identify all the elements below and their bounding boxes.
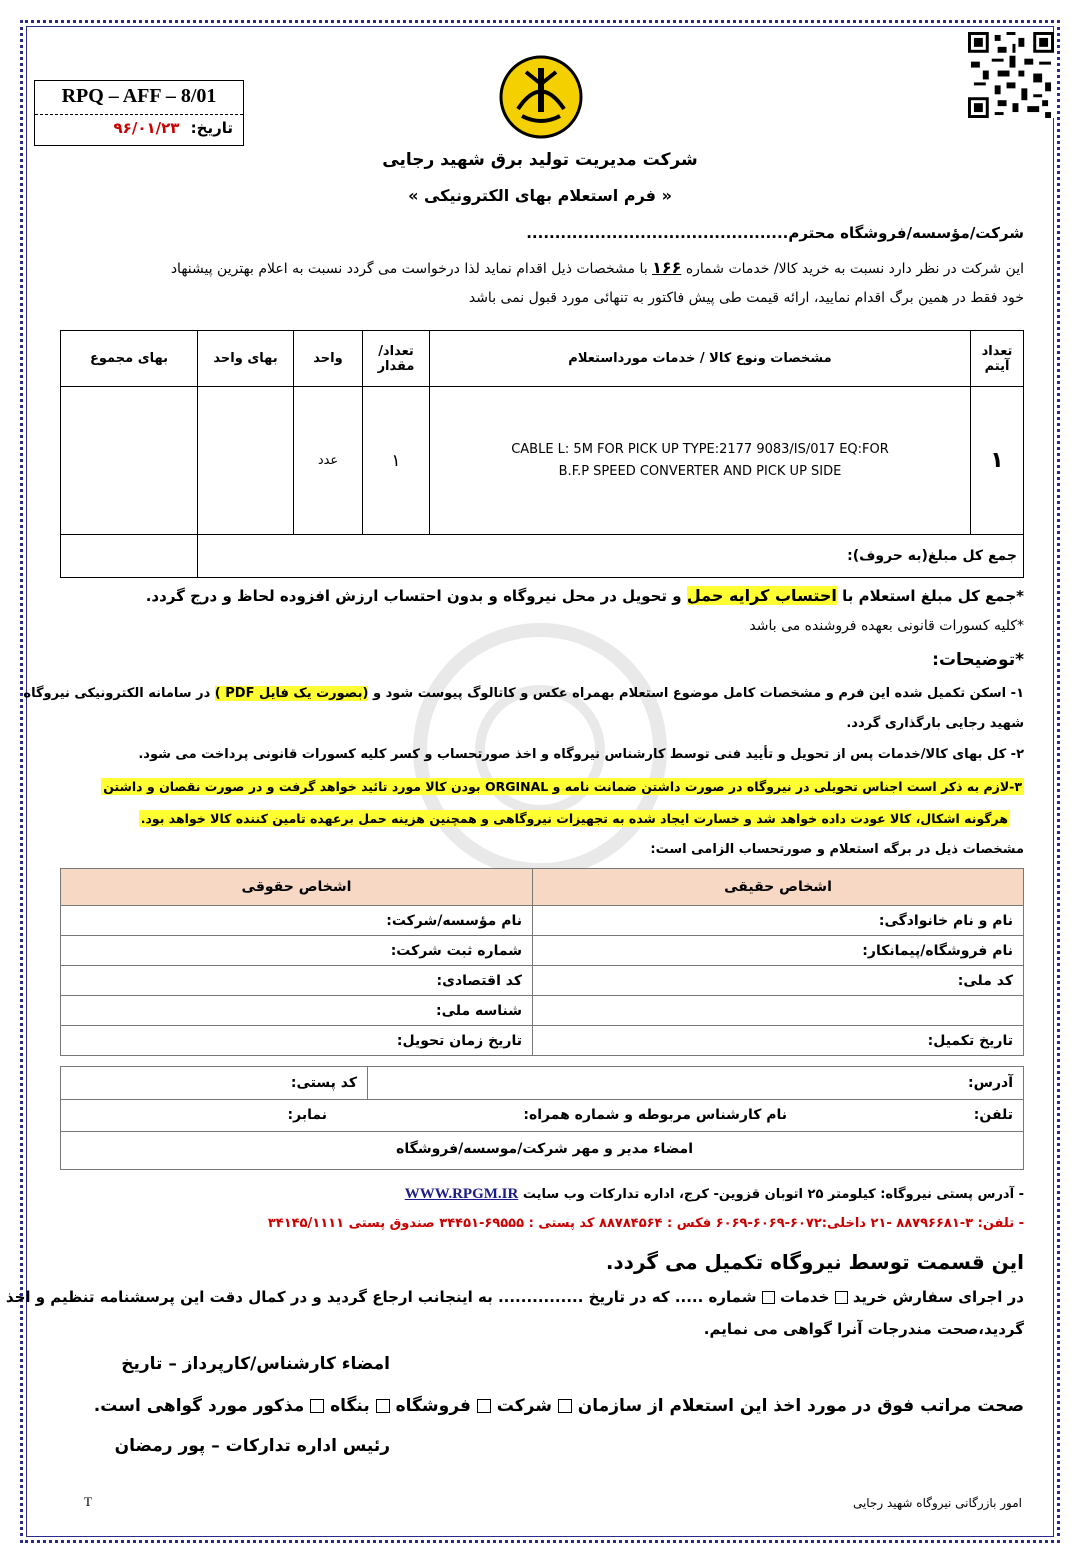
highlight-freight: احتساب کرایه حمل: [686, 586, 837, 605]
website-link[interactable]: WWW.RPGM.IR: [404, 1186, 519, 1202]
checkbox-services[interactable]: [762, 1291, 775, 1304]
manager-signature: امضاء مدیر و مهر شرکت/موسسه/فروشگاه: [396, 1141, 693, 1157]
note-3-line-2: هرگونه اشکال، کالا عودت داده خواهد شد و خسارت ایجاد شده به تجهیزات نیروگاهی و همچنین هزینه حمل برعهده تامین کننده کالا خواهد بود.: [140, 811, 1008, 826]
field-registration-number[interactable]: شماره ثبت شرکت:: [61, 936, 533, 966]
header-unit: واحد: [294, 331, 363, 387]
note-4: مشخصات ذیل در برگه استعلام و صورتحساب الزامی است:: [650, 842, 1024, 857]
note-1-cont: شهید رجایی بارگذاری گردد.: [846, 716, 1024, 731]
address-field[interactable]: آدرس:: [968, 1075, 1013, 1091]
phone-field[interactable]: تلفن:: [973, 1107, 1013, 1123]
note-2: ۲- کل بهای کالا/خدمات پس از تحویل و تأیید فنی توسط کارشناس نیروگاه و اخذ صورتحساب و کسر کلیه کسورات قانونی پرداخت می شود.: [138, 747, 1024, 762]
expert-signature: امضاء کارشناس/کارپرداز – تاریخ: [121, 1354, 390, 1374]
checkbox-company[interactable]: [477, 1399, 491, 1413]
table-row: [61, 966, 1024, 996]
form-title: « فرم استعلام بهای الکترونیکی »: [408, 186, 672, 205]
header-spec: مشخصات ونوع کالا / خدمات مورداستعلام: [430, 331, 971, 387]
table-row: [61, 996, 1024, 1026]
field-empty[interactable]: [533, 996, 1024, 1026]
natural-persons-header: اشخاص حقیقی: [533, 869, 1024, 906]
item-qty: ۱: [363, 387, 430, 535]
header-unit-price: بهای واحد: [198, 331, 294, 387]
field-completion-date[interactable]: تاریخ تکمیل:: [533, 1026, 1024, 1056]
date-label: تاریخ:: [190, 119, 233, 137]
fax-field[interactable]: نمابر:: [287, 1107, 327, 1123]
field-company-name[interactable]: نام مؤسسه/شرکت:: [61, 906, 533, 936]
checkbox-organization[interactable]: [558, 1399, 572, 1413]
date-value: ۹۶/۰۱/۲۳: [113, 119, 180, 137]
item-spec: CABLE L: 5M FOR PICK UP TYPE:2177 9083/IS/017 EQ:FOR B.F.P SPEED CONVERTER AND PICK UP SIDE: [430, 387, 971, 535]
footer-right-text: امور بازرگانی نیروگاه شهید رجایی: [852, 1496, 1022, 1510]
checkbox-purchase[interactable]: [835, 1291, 848, 1304]
company-name: شرکت مدیریت تولید برق شهید رجایی: [382, 150, 698, 170]
table-row: [61, 1026, 1024, 1056]
contact-box: [60, 1066, 1024, 1170]
intro-line-1: این شرکت در نظر دارد نسبت به خرید کالا/ خدمات شماره ۱۶۶ با مشخصات ذیل اقدام نماید لذا درخواست می گردد نسبت به اعلام بهترین پیشنهاد: [170, 258, 1024, 277]
field-delivery-date[interactable]: تاریخ زمان تحویل:: [61, 1026, 533, 1056]
reference-code: RPQ – AFF – 8/01: [61, 85, 217, 107]
header-total-price: بهای مجموع: [61, 331, 198, 387]
note-1: ۱- اسکن تکمیل شده این فرم و مشخصات کامل موضوع استعلام بهمراه عکس و کاتالوگ پیوست شود و (بصورت یک فایل PDF ) در سامانه الکترونیکی نیروگاه: [23, 686, 1024, 701]
item-unit-price[interactable]: [198, 387, 294, 535]
form-date: [114, 119, 233, 137]
table-row: [61, 936, 1024, 966]
plant-paragraph-1-cont: گردید،صحت مندرجات آنرا گواهی می نمایم.: [703, 1320, 1024, 1338]
sum-row: [61, 535, 1024, 578]
sum-empty-cell: [61, 535, 198, 578]
plant-paragraph-2: صحت مراتب فوق در مورد اخذ این استعلام از سازمان شرکت فروشگاه بنگاه مذکور مورد گواهی است.: [93, 1396, 1024, 1416]
plant-section-heading: این قسمت توسط نیروگاه تکمیل می گردد.: [605, 1250, 1024, 1274]
company-logo-icon: [498, 54, 584, 140]
table-header-row: [61, 331, 1024, 387]
service-number: ۱۶۶: [652, 258, 682, 277]
footer-left-mark: T: [84, 1494, 92, 1509]
header-qty: تعداد/ مقدار: [363, 331, 430, 387]
expert-field[interactable]: نام کارشناس مربوطه و شماره همراه:: [523, 1107, 787, 1123]
entities-table: [60, 868, 1024, 1056]
header-item-count: تعداد آیتم: [971, 331, 1024, 387]
procurement-head-signature: رئیس اداره تدارکات – پور رمضان: [114, 1436, 390, 1456]
field-full-name[interactable]: نام و نام خانوادگی:: [533, 906, 1024, 936]
intro-line-2: خود فقط در همین برگ اقدام نمایید، ارائه قیمت طی پیش فاکتور به تنهائی مورد قبول نمی باشد: [468, 290, 1024, 306]
plant-address: - آدرس پستی نیروگاه: کیلومتر ۲۵ اتوبان قزوین- کرج، اداره تدارکات وب سایت WWW.RPGM.IR: [404, 1186, 1024, 1202]
field-store-name[interactable]: نام فروشگاه/پیمانکار:: [533, 936, 1024, 966]
legal-persons-header: اشخاص حقوقی: [61, 869, 533, 906]
note-star-2: *کلیه کسورات قانونی بعهده فروشنده می باشد: [749, 618, 1024, 634]
entities-header-row: [61, 869, 1024, 906]
notes-heading: *توضیحات:: [932, 650, 1024, 670]
checkbox-agency[interactable]: [310, 1399, 324, 1413]
note-3-line-1: ۳-لازم به ذکر است اجناس تحویلی در نیروگاه در صورت داشتن ضمانت نامه و ORGINAL بودن کالا مورد تائید خواهد گرفت و در صورت نقصان و داشتن: [103, 779, 1022, 794]
qr-code-icon: [968, 30, 1054, 120]
sum-label[interactable]: جمع کل مبلغ(به حروف):: [198, 535, 1024, 578]
item-number: ۱: [971, 387, 1024, 535]
field-national-code[interactable]: کد ملی:: [533, 966, 1024, 996]
postal-code-field[interactable]: کد پستی:: [290, 1075, 357, 1091]
reference-box: [34, 80, 244, 146]
note-star-1: *جمع کل مبلغ استعلام با احتساب کرایه حمل و تحویل در محل نیروگاه و بدون احتساب ارزش افزوده لحاظ و درج گردد.: [145, 586, 1024, 605]
table-row: [61, 906, 1024, 936]
table-row: [61, 387, 1024, 535]
item-unit: عدد: [294, 387, 363, 535]
plant-paragraph-1: در اجرای سفارش خرید خدمات شماره ..... که در تاریخ ............... به اینجانب ارجاع گردید و در کمال دقت این پرسشنامه تنظیم و اخذ: [5, 1288, 1024, 1306]
highlight-pdf: (بصورت یک فایل PDF ): [214, 686, 369, 701]
inquiry-table: [60, 330, 1024, 578]
item-total-price[interactable]: [61, 387, 198, 535]
checkbox-store[interactable]: [376, 1399, 390, 1413]
addressee: شرکت/مؤسسه/فروشگاه محترم..............................................: [526, 224, 1024, 242]
field-economic-code[interactable]: کد اقتصادی:: [61, 966, 533, 996]
plant-phone: - تلفن: ۳-۸۸۷۹۶۶۸۱ -۲۱ داخلی:۶۰۷۲-۶۰۶۹-۶۰۶۹ فکس : ۸۸۷۸۴۵۶۴ کد پستی : ۶۹۵۵۵-۳۴۴۵۱ صندوق پستی ۳۴۱۴۵/۱۱۱۱: [267, 1216, 1024, 1231]
field-national-id[interactable]: شناسه ملی:: [61, 996, 533, 1026]
